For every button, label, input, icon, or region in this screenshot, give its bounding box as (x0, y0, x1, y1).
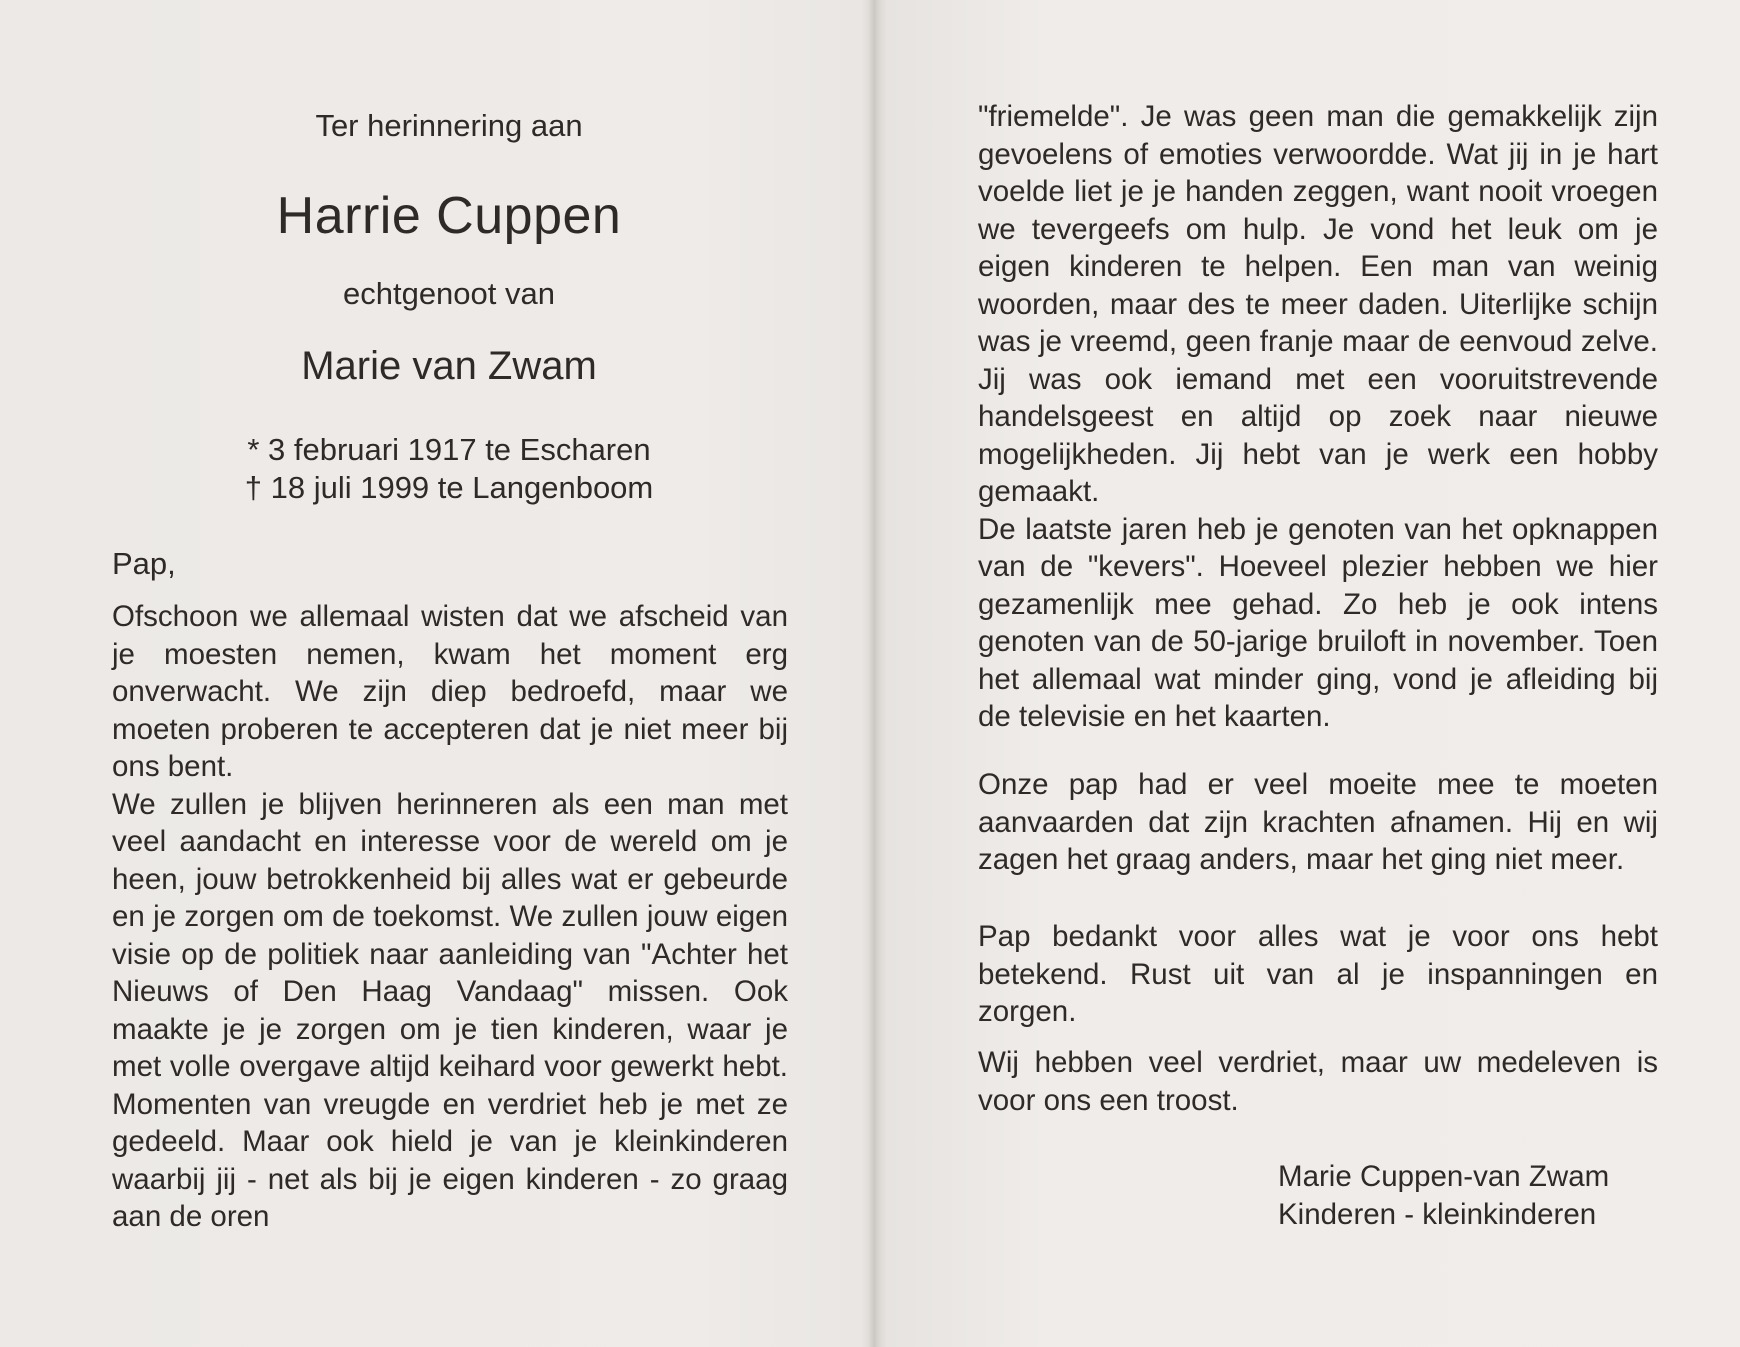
birth-date: * 3 februari 1917 te Escharen (247, 432, 651, 467)
left-text-block (112, 598, 788, 1236)
spouse-intro: echtgenoot van (342, 276, 555, 311)
death-date: † 18 juli 1999 te Langenboom (244, 470, 654, 505)
spouse-name: Marie van Zwam (301, 344, 597, 388)
right-paragraph-4: Wij hebben veel verdriet, maar uw medeleven is voor ons een troost. (978, 1046, 1658, 1117)
signature-line-1: Marie Cuppen-van Zwam (1278, 1160, 1610, 1193)
signature-line-2: Kinderen - kleinkinderen (1278, 1197, 1597, 1231)
right-paragraph-3: Pap bedankt voor alles wat je voor ons hebt betekend. Rust uit van al je inspanningen en zorgen. (978, 920, 1658, 1028)
card-fold (868, 0, 882, 1347)
right-paragraph-1b: De laatste jaren heb je genoten van het opknappen van de "kevers". Hoeveel plezier hebben we hier gezamenlijk mee gehad. Zo heb je ook intens genoten van de 50-jarige bruiloft in november. Toen het allemaal wat minder ging, vond je afleiding bij de televisie en het kaarten. (978, 512, 1658, 733)
signature (1278, 1158, 1609, 1233)
right-text-block (978, 98, 1658, 736)
intro-text: Ter herinnering aan (315, 108, 583, 143)
left-paragraph-1: Ofschoon we allemaal wisten dat we afscheid van je moesten nemen, kwam het moment erg onverwacht. We zijn diep bedroefd, maar we moeten proberen te accepteren dat je niet meer bij ons bent. (112, 600, 788, 783)
left-paragraph-2: We zullen je blijven herinneren als een man met veel aandacht en interesse voor de wereld om je heen, jouw betrokkenheid bij alles wat er gebeurde en je zorgen om de toekomst. We zullen jouw eigen visie op de politiek naar aanleiding van "Achter het Nieuws of Den Haag Vandaag" missen. Ook maakte je je zorgen om je tien kinderen, waar je met volle overgave altijd keihard voor gewerkt hebt. Momenten van vreugde en verdriet heb je met ze gedeeld. Maar ook hield je van je kleinkinderen waarbij jij - net als bij je eigen kinderen - zo graag aan de oren (112, 787, 788, 1233)
right-paragraph-2: Onze pap had er veel moeite mee te moeten aanvaarden dat zijn krachten afnamen. Hij en wij zagen het graag anders, maar het ging niet meer. (978, 768, 1658, 876)
salutation: Pap, (112, 546, 176, 581)
deceased-name: Harrie Cuppen (276, 187, 622, 245)
right-paragraph-1: "friemelde". Je was geen man die gemakkelijk zijn gevoelens of emoties verwoordde. Wat jij in je hart voelde liet je je handen zeggen, want nooit vroegen we tevergeefs om hulp. Je vond het leuk om je eigen kinderen te helpen. Een man van weinig woorden, maar des te meer daden. Uiterlijke schijn was je vreemd, geen franje maar de eenvoud zelve. Jij was ook iemand met een vooruitstrevende handelsgeest en altijd op zoek naar nieuwe mogelijkheden. Jij hebt van je werk een hobby gemaakt. (978, 100, 1658, 508)
